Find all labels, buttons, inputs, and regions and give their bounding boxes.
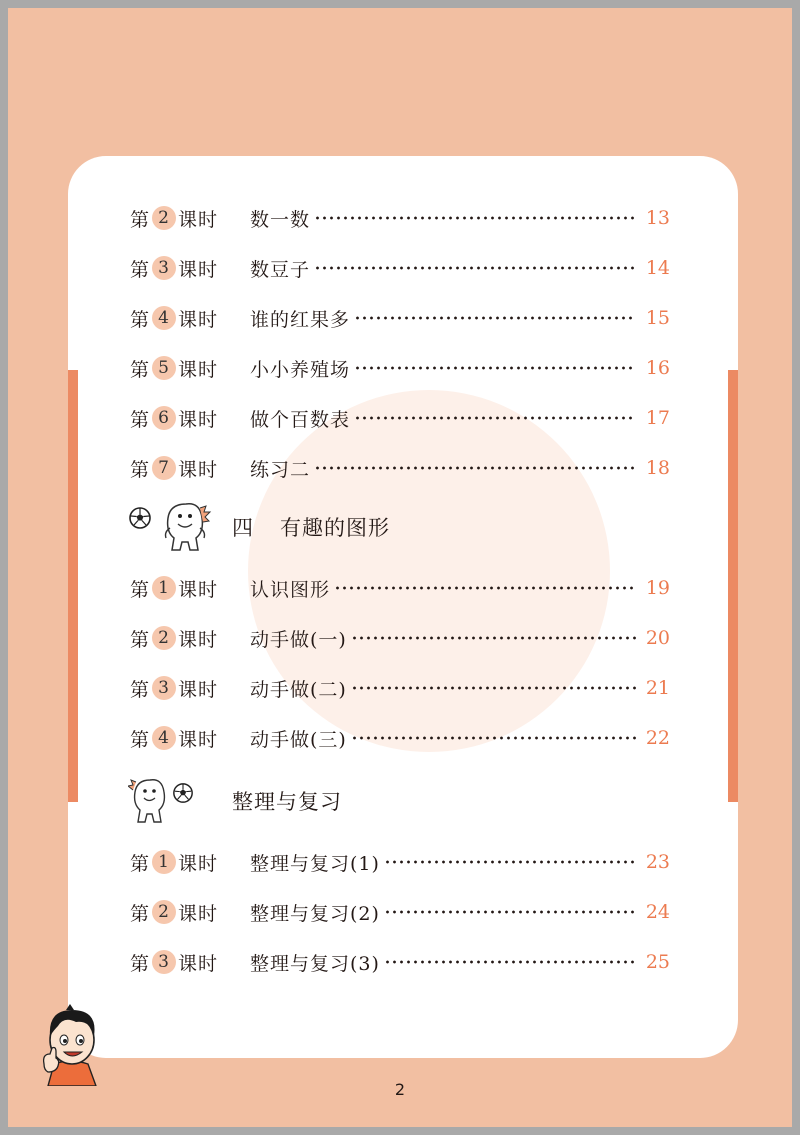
toc-row[interactable]	[130, 673, 670, 703]
lesson-title: 做个百数表	[250, 408, 351, 431]
cartoon-dinosaur-icon	[160, 498, 212, 554]
cartoon-dinosaur-icon	[128, 774, 172, 826]
lesson-number-badge: 1	[152, 850, 176, 874]
dot-leader	[354, 311, 636, 325]
toc-row[interactable]	[130, 303, 670, 333]
dot-leader	[314, 261, 636, 275]
lesson-title: 动手做(三)	[250, 728, 347, 751]
page-reference: 17	[645, 407, 670, 429]
page-number: 2	[394, 1080, 406, 1099]
lesson-label: 第 1 课时	[130, 578, 219, 601]
lesson-title: 整理与复习(2)	[250, 902, 380, 925]
page-reference: 20	[645, 627, 670, 649]
toc-row[interactable]	[130, 353, 670, 383]
dot-leader	[351, 681, 636, 695]
unit-number: 四	[232, 516, 254, 540]
lesson-number-badge: 2	[152, 626, 176, 650]
dot-leader	[354, 361, 636, 375]
lesson-title: 认识图形	[250, 578, 331, 601]
lesson-title: 动手做(一)	[250, 628, 347, 651]
lesson-number-badge: 2	[152, 900, 176, 924]
unit-heading	[232, 510, 390, 544]
lesson-number-badge: 3	[152, 256, 176, 280]
dot-leader	[354, 411, 636, 425]
page-reference: 16	[645, 357, 670, 379]
lesson-label: 第 2 课时	[130, 628, 219, 651]
lesson-label: 第 2 课时	[130, 902, 219, 925]
page-reference: 13	[645, 207, 670, 229]
page-reference: 21	[645, 677, 670, 699]
toc-row[interactable]	[130, 947, 670, 977]
lesson-number-badge: 2	[152, 206, 176, 230]
lesson-label: 第 1 课时	[130, 852, 219, 875]
lesson-label: 第 6 课时	[130, 408, 219, 431]
lesson-title: 谁的红果多	[250, 308, 351, 331]
toc-row[interactable]	[130, 453, 670, 483]
cartoon-boy-thumbs-up-icon	[40, 1002, 106, 1086]
lesson-title: 数一数	[250, 208, 311, 231]
left-accent-bar	[68, 370, 78, 802]
lesson-number-badge: 4	[152, 726, 176, 750]
lesson-label: 第 7 课时	[130, 458, 219, 481]
lesson-number-badge: 3	[152, 950, 176, 974]
page-reference: 23	[645, 851, 670, 873]
lesson-label: 第 3 课时	[130, 258, 219, 281]
toc-row[interactable]	[130, 203, 670, 233]
lesson-title: 整理与复习(1)	[250, 852, 380, 875]
lesson-number-badge: 7	[152, 456, 176, 480]
lesson-number-badge: 4	[152, 306, 176, 330]
page-reference: 15	[645, 307, 670, 329]
toc-row[interactable]	[130, 847, 670, 877]
lesson-number-badge: 5	[152, 356, 176, 380]
dot-leader	[351, 631, 636, 645]
soccer-ball-icon	[172, 782, 194, 804]
page-reference: 22	[645, 727, 670, 749]
unit-title: 有趣的图形	[280, 516, 390, 540]
lesson-title: 小小养殖场	[250, 358, 351, 381]
lesson-label: 第 5 课时	[130, 358, 219, 381]
right-accent-bar	[728, 370, 738, 802]
dot-leader	[314, 461, 636, 475]
lesson-label: 第 4 课时	[130, 728, 219, 751]
lesson-title: 数豆子	[250, 258, 311, 281]
lesson-label: 第 3 课时	[130, 952, 219, 975]
dot-leader	[384, 955, 636, 969]
lesson-label: 第 2 课时	[130, 208, 219, 231]
toc-row[interactable]	[130, 253, 670, 283]
toc-row[interactable]	[130, 723, 670, 753]
page-reference: 24	[645, 901, 670, 923]
dot-leader	[384, 855, 636, 869]
dot-leader	[384, 905, 636, 919]
lesson-title: 整理与复习(3)	[250, 952, 380, 975]
lesson-label: 第 3 课时	[130, 678, 219, 701]
lesson-title: 练习二	[250, 458, 311, 481]
dot-leader	[314, 211, 636, 225]
dot-leader	[334, 581, 636, 595]
lesson-number-badge: 3	[152, 676, 176, 700]
dot-leader	[351, 731, 636, 745]
toc-row[interactable]	[130, 403, 670, 433]
toc-row[interactable]	[130, 573, 670, 603]
lesson-number-badge: 1	[152, 576, 176, 600]
review-heading	[232, 784, 342, 818]
toc-row[interactable]	[130, 897, 670, 927]
lesson-title: 动手做(二)	[250, 678, 347, 701]
page-reference: 25	[645, 951, 670, 973]
page-reference: 19	[645, 577, 670, 599]
toc-row[interactable]	[130, 623, 670, 653]
page-reference: 14	[645, 257, 670, 279]
lesson-number-badge: 6	[152, 406, 176, 430]
soccer-ball-icon	[128, 506, 152, 530]
review-title: 整理与复习	[232, 790, 342, 814]
lesson-label: 第 4 课时	[130, 308, 219, 331]
page-reference: 18	[645, 457, 670, 479]
